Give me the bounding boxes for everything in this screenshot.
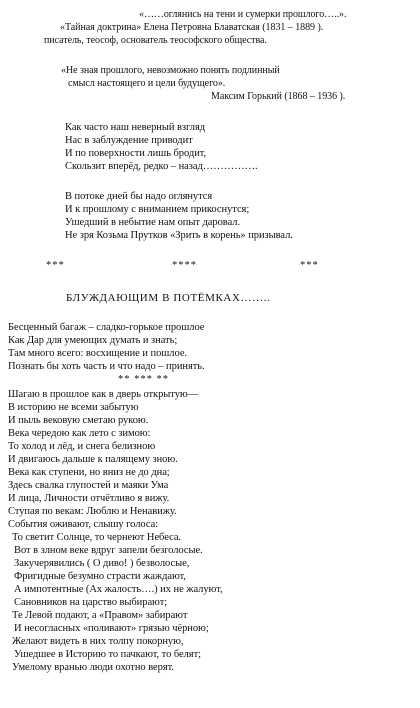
poem-line-12: То светит Солнце, то чернеют Небеса. [12, 532, 181, 543]
poem-line-11: События оживают, слышу голоса: [8, 519, 159, 530]
intro-stanza-2-line-3: Ушедший в небытие нам опыт даровал. [65, 217, 241, 228]
intro-stanza-1-line-1: Как часто наш неверный взгляд [65, 122, 206, 133]
separator-middle: **** [172, 260, 197, 271]
poem-title: БЛУЖДАЮЩИМ В ПОТЁМКАХ…….. [66, 292, 271, 304]
poem-line-3: И пыль вековую сметаю рукою. [8, 415, 149, 426]
poem-stanza-1-line-3: Там много всего: восхищение и пошлое. [8, 348, 188, 359]
epigraph-1-line-1: «……оглянись на тени и сумерки прошлого…..». [139, 9, 347, 20]
separator-right: *** [300, 260, 319, 271]
poem-line-9: И лица, Личности отчётливо я вижу. [8, 493, 170, 504]
poem-stanza-1-line-2: Как Дар для умеющих думать и знать; [8, 335, 178, 346]
epigraph-2-line-1: «Не зная прошлого, невозможно понять подлинный [61, 65, 280, 76]
intro-stanza-1-line-2: Нас в заблуждение приводит [65, 135, 193, 146]
poem-line-1: Шагаю в прошлое как в дверь открытую— [8, 389, 199, 400]
epigraph-1-line-3: писатель, теософ, основатель теософского общества. [44, 35, 267, 46]
poem-stanza-1-line-4: Познать бы хоть часть и что надо – принять. [8, 361, 205, 372]
poem-stanza-1-line-1: Бесценный багаж – сладко-горькое прошлое [8, 322, 205, 333]
intro-stanza-1-line-3: И по поверхности лишь бродит, [65, 148, 207, 159]
epigraph-2-line-3: Максим Горький (1868 – 1936 ). [211, 91, 346, 102]
poem-line-13: Вот в злном веке вдруг запели безголосые. [14, 545, 203, 556]
poem-line-5: То холод и лёд, и снега белизною [8, 441, 156, 452]
epigraph-2-line-2: смысл настоящего и цели будущего». [68, 78, 226, 89]
poem-line-2: В историю не всеми забытую [8, 402, 139, 413]
poem-line-10: Ступая по векам: Люблю и Ненавижу. [8, 506, 177, 517]
intro-stanza-1-line-4: Скользит вперёд, редко – назад……………. [65, 161, 258, 172]
poem-line-20: Желают видеть в них толпу покорную, [12, 636, 184, 647]
poem-line-16: А импотентные (Ах жалость….) их не жалуют, [14, 584, 223, 595]
poem-line-22: Умелому вранью люди охотно верят. [12, 662, 174, 673]
poem-line-8: Здесь свалка глупостей и маяки Ума [8, 480, 169, 491]
poem-line-4: Века чередою как лето с зимою: [8, 428, 151, 439]
poem-line-15: Фригидные безумно страсти жаждают, [14, 571, 186, 582]
poem-divider: ** *** ** [118, 374, 169, 385]
separator-left: *** [46, 260, 65, 271]
intro-stanza-2-line-4: Не зря Козьма Прутков «Зрить в корень» призывал. [65, 230, 293, 241]
poem-line-14: Закучерявились ( О диво! ) безволосые, [14, 558, 190, 569]
epigraph-1-line-2: «Тайная доктрина» Елена Петровна Блаватская (1831 – 1889 ). [60, 22, 324, 33]
poem-line-6: И двигаюсь дальше к палящему зною. [8, 454, 178, 465]
poem-line-17: Сановников на царство выбирают; [14, 597, 168, 608]
poem-line-7: Века как ступени, но вниз не до дна; [8, 467, 170, 478]
poem-line-21: Ушедшее в Историю то пачкают, то белят; [14, 649, 201, 660]
intro-stanza-2-line-1: В потоке дней бы надо оглянутся [65, 191, 213, 202]
poem-line-18: Те Левой подают, а «Правом» забирают [12, 610, 188, 621]
poem-line-19: И несогласных «поливают» грязью чёрною; [14, 623, 209, 634]
intro-stanza-2-line-2: И к прошлому с вниманием прикоснутся; [65, 204, 250, 215]
